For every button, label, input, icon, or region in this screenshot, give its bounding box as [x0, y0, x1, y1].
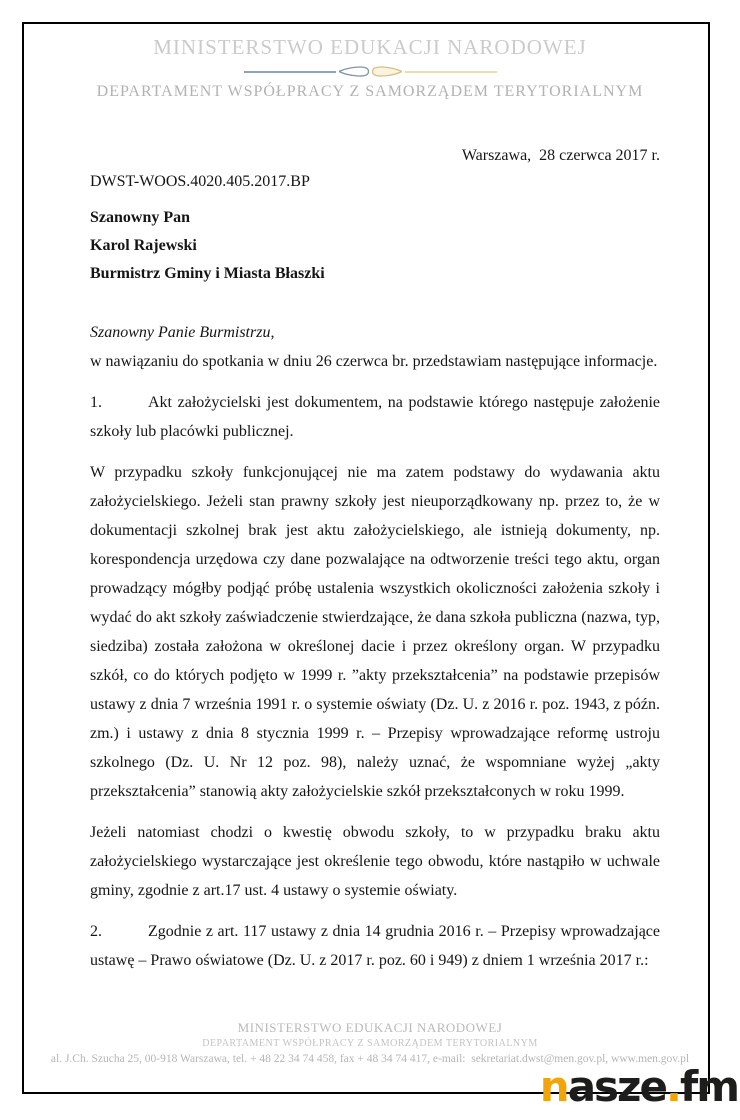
addressee-name: Karol Rajewski [90, 237, 197, 254]
intro-line: w nawiązaniu do spotkania w dniu 26 czerwca br. przedstawiam następujące informacje. [90, 353, 658, 370]
department-name: DEPARTAMENT WSPÓŁPRACY Z SAMORZĄDEM TERYTORIALNYM [96, 83, 644, 100]
paragraph-3 [90, 818, 660, 905]
opening-block [90, 318, 660, 376]
paragraph-1 [90, 388, 660, 446]
footer-address: al. J.Ch. Szucha 25, 00-918 Warszawa, tel. + 48 22 34 74 458, fax + 48 34 74 417, e-mail: sekretariat.dwst@men.gov.pl, www.men.gov.pl [50, 1053, 690, 1065]
footer-ministry: MINISTERSTWO EDUKACJI NARODOWEJ [237, 1020, 503, 1035]
footer-department: DEPARTAMENT WSPÓŁPRACY Z SAMORZĄDEM TERYTORIALNYM [202, 1038, 538, 1049]
paragraph-1-text: Akt założycielski jest dokumentem, na podstawie którego następuje założenie szkoły lub placówki publicznej. [90, 394, 660, 440]
paragraph-2-text: W przypadku szkoły funkcjonującej nie ma zatem podstawy do wydawania aktu założycielskiego. Jeżeli stan prawny szkoły jest nieuporządkowany np. przez to, że w dokumentacji szkolnej brak jest aktu założycielskiego, ale istnieją dokumenty, np. korespondencja urzędowa czy dane pozwalające na odtworzenie treści tego aktu, organ prowadzący mógłby podjąć próbę ustalenia wszystkich okoliczności założenia szkoły i wydać do akt szkoły zaświadczenie stwierdzające, że dana szkoła publiczna (nazwa, typ, siedziba) została założona w określonej dacie i przez określony organ. W przypadku szkół, co do których podjęto w 1999 r. ”akty przekształcenia” na podstawie przepisów ustawy z dnia 7 września 1991 r. o systemie oświaty (Dz. U. z 2016 r. poz. 1943, z późn. zm.) i ustawy z dnia 8 stycznia 1999 r. – Przepisy wprowadzające reformę ustroju szkolnego (Dz. U. Nr 12 poz. 98), należy uznać, że wspomniane wyżej „akty przekształcenia” stanowią akty założycielskie szkół przekształconych w roku 1999. [90, 464, 660, 800]
salutation: Szanowny Panie Burmistrzu, [90, 324, 275, 341]
paragraph-3-text: Jeżeli natomiast chodzi o kwestię obwodu szkoły, to w przypadku braku aktu założycielskiego wystarczające jest określenie tego obwodu, które nastąpiło w uchwale gminy, zgodnie z art.17 ust. 4 ustawy o systemie oświaty. [90, 824, 660, 899]
addressee-title: Burmistrz Gminy i Miasta Błaszki [90, 265, 325, 282]
paragraph-4-number: 2. [90, 923, 102, 940]
addressee-honorific: Szanowny Pan [90, 209, 191, 226]
logo-fm: fm [679, 1062, 738, 1111]
paragraph-4-text: Zgodnie z art. 117 ustawy z dnia 14 grudnia 2016 r. – Przepisy wprowadzające ustawę – Prawo oświatowe (Dz. U. z 2017 r. poz. 60 i 949) z dniem 1 września 2017 r.: [90, 923, 660, 969]
addressee-block [90, 204, 660, 288]
nasze-fm-logo [540, 1063, 738, 1111]
place-date: Warszawa, 28 czerwca 2017 r. [461, 147, 660, 164]
logo-dot: . [665, 1062, 680, 1111]
letter-footer [30, 1020, 710, 1066]
logo-letter-n: n [539, 1062, 568, 1111]
logo-asze: asze [567, 1062, 666, 1111]
paragraph-4 [90, 917, 660, 975]
paragraph-2 [90, 458, 660, 806]
ministry-name: MINISTERSTWO EDUKACJI NARODOWEJ [153, 35, 587, 59]
letter-body [90, 0, 660, 975]
paragraph-1-number: 1. [90, 394, 102, 411]
reference-number: DWST-WOOS.4020.405.2017.BP [90, 173, 310, 190]
